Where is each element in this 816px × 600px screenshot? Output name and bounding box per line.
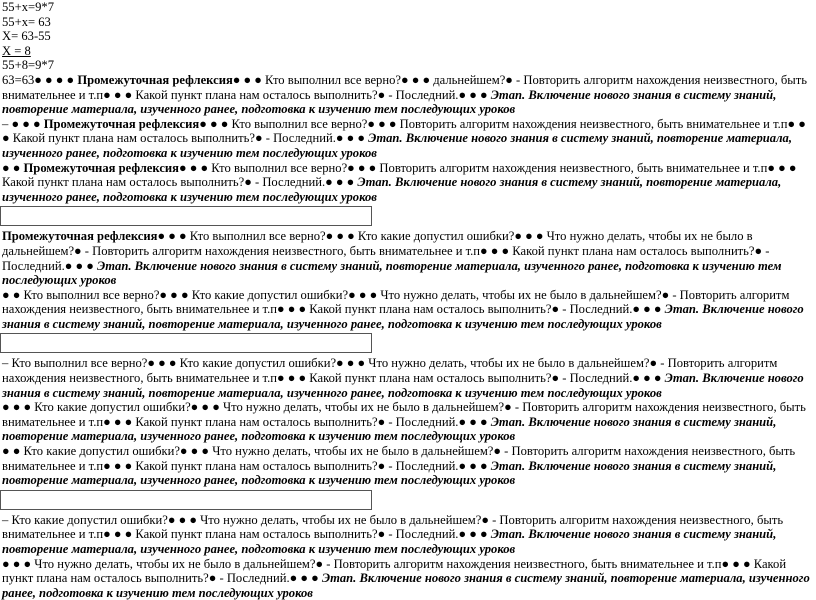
- equation-line: X = 8: [2, 43, 31, 58]
- reflection-paragraph: [0, 73, 816, 117]
- paragraph-text: 63=63● ● ● ●: [2, 72, 78, 87]
- stage-heading: Этап. Включение нового знания в систему знаний, повторение материала, изученного ранее, подготовка к изучению тем последующих уроков: [2, 414, 777, 444]
- reflection-heading: Промежуточная рефлексия: [2, 229, 158, 244]
- equation-line: 55+8=9*7: [2, 58, 54, 73]
- empty-frame: [0, 206, 372, 226]
- paragraph-text: ● ● ● Кто выполнил все верно?● ● ● Кто какие допустил ошибки?● ● ● Что нужно делать, чтобы их не было в дальнейшем?● - Повторить алгоритм нахождения неизвестного, быть внимательнее и т.п● ● ● Какой пункт плана нам осталось выполнить?● - Последний.● ● ●: [2, 229, 770, 273]
- stage-heading: Этап. Включение нового знания в систему знаний, повторение материала, изученного ранее, подготовка к изучению тем последующих уроков: [2, 87, 777, 117]
- equation-line: 55+x=9*7: [2, 0, 54, 14]
- empty-frame: [0, 333, 372, 353]
- stage-heading: Этап. Включение нового знания в систему знаний, повторение материала, изученного ранее, подготовка к изучению тем последующих уроков: [2, 571, 810, 600]
- paragraph-text: ● ● ● Что нужно делать, чтобы их не было в дальнейшем?● - Повторить алгоритм нахождения неизвестного, быть внимательнее и т.п● ● ● Какой пункт плана нам осталось выполнить?● - Последний.● ● ●: [2, 556, 787, 586]
- reflection-paragraph: [0, 400, 816, 444]
- reflection-paragraphs: [0, 73, 816, 600]
- paragraph-text: – Кто какие допустил ошибки?● ● ● Что нужно делать, чтобы их не было в дальнейшем?● - Повторить алгоритм нахождения неизвестного, быть внимательнее и т.п● ● ● Какой пункт плана нам осталось выполнить?● - Последний.● ● ●: [2, 512, 784, 542]
- stage-heading: Этап. Включение нового знания в систему знаний, повторение материала, изученного ранее, подготовка к изучению тем последующих уроков: [2, 258, 782, 288]
- stage-heading: Этап. Включение нового знания в систему знаний, повторение материала, изученного ранее, подготовка к изучению тем последующих уроков: [2, 458, 777, 488]
- reflection-paragraph: [0, 356, 816, 400]
- reflection-paragraph: [0, 288, 816, 332]
- stage-heading: Этап. Включение нового знания в систему знаний, повторение материала, изученного ранее, подготовка к изучению тем последующих уроков: [2, 131, 793, 160]
- paragraph-text: ● ● ● Кто выполнил все верно?● ● ● Повторить алгоритм нахождения неизвестного, быть внимательнее и т.п● ● ● Какой пункт плана нам осталось выполнить?● - Последний.● ● ●: [2, 160, 797, 190]
- paragraph-text: – Кто выполнил все верно?● ● ● Кто какие допустил ошибки?● ● ● Что нужно делать, чтобы их не было в дальнейшем?● - Повторить алгоритм нахождения неизвестного, быть внимательнее и т.п● ● ● Какой пункт плана нам осталось выполнить?● - Последний.● ● ●: [2, 356, 778, 386]
- paragraph-text: ● ● ● Кто какие допустил ошибки?● ● ● Что нужно делать, чтобы их не было в дальнейшем?● - Повторить алгоритм нахождения неизвестного, быть внимательнее и т.п● ● ● Какой пункт плана нам осталось выполнить?● - Последний.● ● ●: [2, 400, 806, 429]
- stage-heading: Этап. Включение нового знания в систему знаний, повторение материала, изученного ранее, подготовка к изучению тем последующих уроков: [2, 175, 782, 204]
- paragraph-text: ● ● ● Кто выполнил все верно?● ● ● дальнейшем?● - Повторить алгоритм нахождения неизвестного, быть внимательнее и т.п● ● ● Какой пункт плана нам осталось выполнить?● - Последний.● ● ●: [2, 72, 808, 102]
- paragraph-text: ● ●: [2, 160, 24, 175]
- paragraph-text: ● ● Кто какие допустил ошибки?● ● ● Что нужно делать, чтобы их не было в дальнейшем?● - Повторить алгоритм нахождения неизвестного, быть внимательнее и т.п● ● ● Какой пункт плана нам осталось выполнить?● - Последний.● ● ●: [2, 444, 796, 473]
- reflection-paragraph: [0, 557, 816, 600]
- reflection-paragraph: [0, 444, 816, 488]
- reflection-heading: Промежуточная рефлексия: [77, 72, 233, 87]
- reflection-heading: Промежуточная рефлексия: [43, 116, 200, 131]
- equation-list: [0, 0, 816, 73]
- stage-heading: Этап. Включение нового знания в систему знаний, повторение материала, изученного ранее, подготовка к изучению тем последующих уроков: [2, 371, 804, 400]
- reflection-heading: Промежуточная рефлексия: [23, 160, 179, 175]
- paragraph-text: ● ● ● Кто выполнил все верно?● ● ● Повторить алгоритм нахождения неизвестного, быть внимательнее и т.п● ● ● Какой пункт плана нам осталось выполнить?● - Последний.● ● ●: [2, 116, 806, 146]
- reflection-paragraph: [0, 229, 816, 287]
- stage-heading: Этап. Включение нового знания в систему знаний, повторение материала, изученного ранее, подготовка к изучению тем последующих уроков: [2, 302, 804, 331]
- paragraph-text: – ● ● ●: [2, 116, 44, 131]
- equation-line: X= 63-55: [2, 29, 51, 44]
- stage-heading: Этап. Включение нового знания в систему знаний, повторение материала, изученного ранее, подготовка к изучению тем последующих уроков: [2, 527, 777, 556]
- reflection-paragraph: [0, 513, 816, 557]
- empty-frame: [0, 490, 372, 510]
- reflection-paragraph: [0, 117, 816, 161]
- paragraph-text: ● ● Кто выполнил все верно?● ● ● Кто какие допустил ошибки?● ● ● Что нужно делать, чтобы их не было в дальнейшем?● - Повторить алгоритм нахождения неизвестного, быть внимательнее и т.п● ● ● Какой пункт плана нам осталось выполнить?● - Последний.● ● ●: [2, 287, 790, 317]
- reflection-paragraph: [0, 161, 816, 205]
- equation-line: 55+x= 63: [2, 14, 51, 29]
